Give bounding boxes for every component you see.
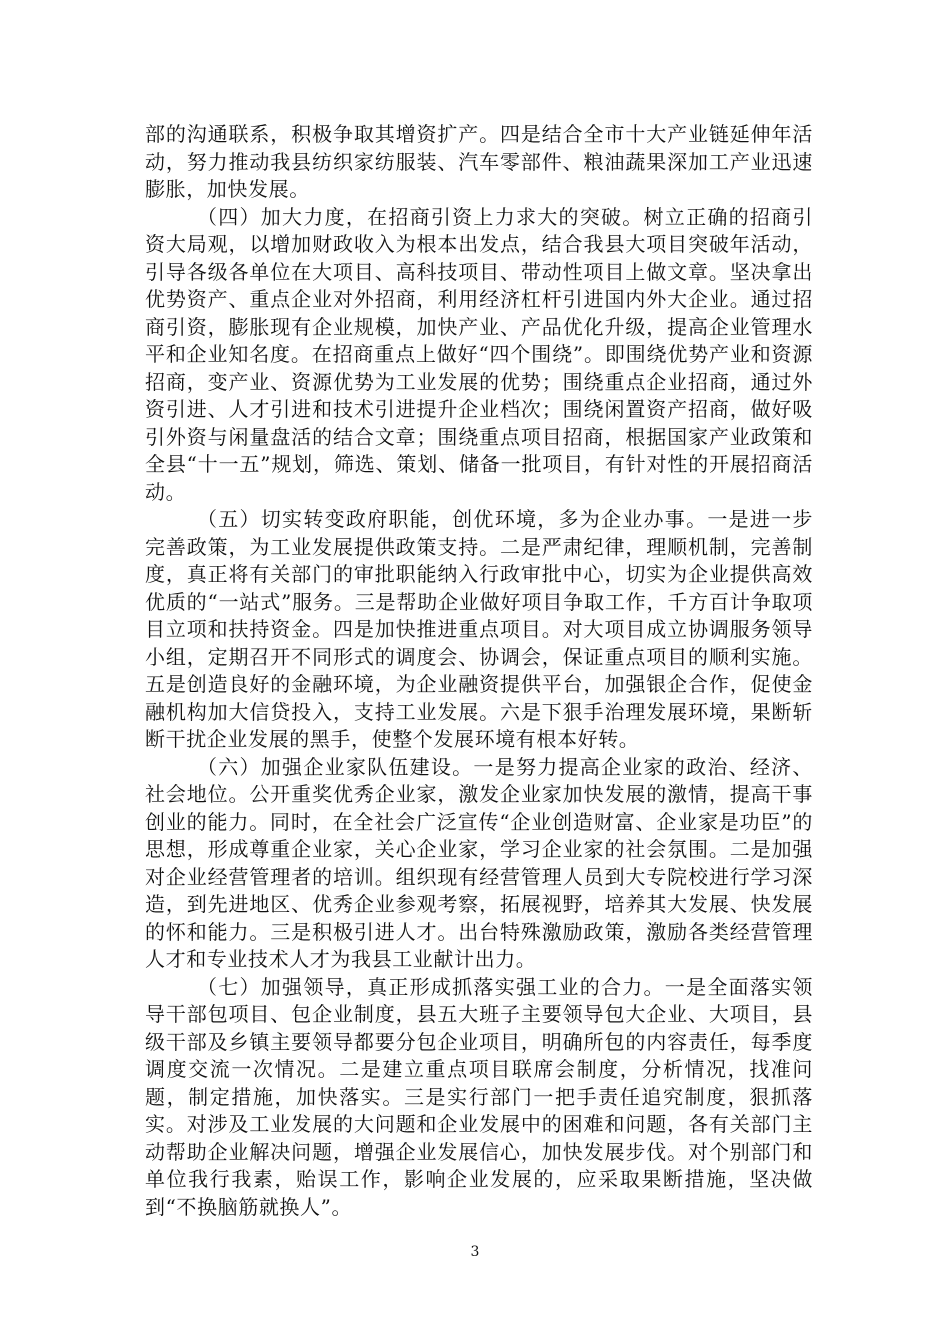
paragraph-section-6: （六）加强企业家队伍建设。一是努力提高企业家的政治、经济、社会地位。公开重奖优秀企业家，激发企业家加快发展的激情，提高干事创业的能力。同时，在全社会广泛宣传“企业创造财富、企业家是功臣”的思想，形成尊重企业家，关心企业家，学习企业家的社会氛围。二是加强对企业经营管理者的培训。组织现有经营管理人员到大专院校进行学习深造，到先进地区、优秀企业参观考察，拓展视野，培养其大发展、快发展的怀和能力。三是积极引进人才。出台特殊激励政策，激励各类经营管理人才和专业技术人才为我县工业献计出力。 bbox=[145, 754, 813, 971]
paragraph-continuation: 部的沟通联系，积极争取其增资扩产。四是结合全市十大产业链延伸年活动，努力推动我县纺织家纺服装、汽车零部件、粮油蔬果深加工产业迅速膨胀，加快发展。 bbox=[145, 122, 813, 201]
paragraph-section-4: （四）加大力度，在招商引资上力求大的突破。树立正确的招商引资大局观，以增加财政收入为根本出发点，结合我县大项目突破年活动，引导各级各单位在大项目、高科技项目、带动性项目上做文章。坚决拿出优势资产、重点企业对外招商，利用经济杠杆引进国内外大企业。通过招商引资，膨胀现有企业规模，加快产业、产品优化升级，提高企业管理水平和企业知名度。在招商重点上做好“四个围绕”。即围绕优势产业和资源招商，变产业、资源优势为工业发展的优势；围绕重点企业招商，通过外资引进、人才引进和技术引进提升企业档次；围绕闲置资产招商，做好吸引外资与闲量盘活的结合文章；围绕重点项目招商，根据国家产业政策和全县“十一五”规划，筛选、策划、储备一批项目，有针对性的开展招商活动。 bbox=[145, 204, 813, 504]
paragraph-section-7: （七）加强领导，真正形成抓落实强工业的合力。一是全面落实领导干部包项目、包企业制度，县五大班子主要领导包大企业、大项目，县级干部及乡镇主要领导都要分包企业项目，明确所包的内容责任，每季度调度交流一次情况。二是建立重点项目联席会制度，分析情况，找准问题，制定措施，加快落实。三是实行部门一把手责任追究制度，狠抓落实。对涉及工业发展的大问题和企业发展中的困难和问题，各有关部门主动帮助企业解决问题，增强企业发展信心，加快发展步伐。对个别部门和单位我行我素，贻误工作，影响企业发展的，应采取果断措施，坚决做到“不换脑筋就换人”。 bbox=[145, 974, 813, 1219]
body-text bbox=[145, 121, 813, 1221]
page-number: 3 bbox=[470, 1244, 480, 1260]
paragraph-section-5: （五）切实转变政府职能，创优环境，多为企业办事。一是进一步完善政策，为工业发展提供政策支持。二是严肃纪律，理顺机制，完善制度，真正将有关部门的审批职能纳入行政审批中心，切实为企业提供高效优质的“一站式”服务。三是帮助企业做好项目争取工作，千方百计争取项目立项和扶持资金。四是加快推进重点项目。对大项目成立协调服务领导小组，定期召开不同形式的调度会、协调会，保证重点项目的顺利实施。五是创造良好的金融环境，为企业融资提供平台，加强银企合作，促使金融机构加大信贷投入，支持工业发展。六是下狠手治理发展环境，果断斩断干扰企业发展的黑手，使整个发展环境有根本好转。 bbox=[145, 507, 813, 751]
